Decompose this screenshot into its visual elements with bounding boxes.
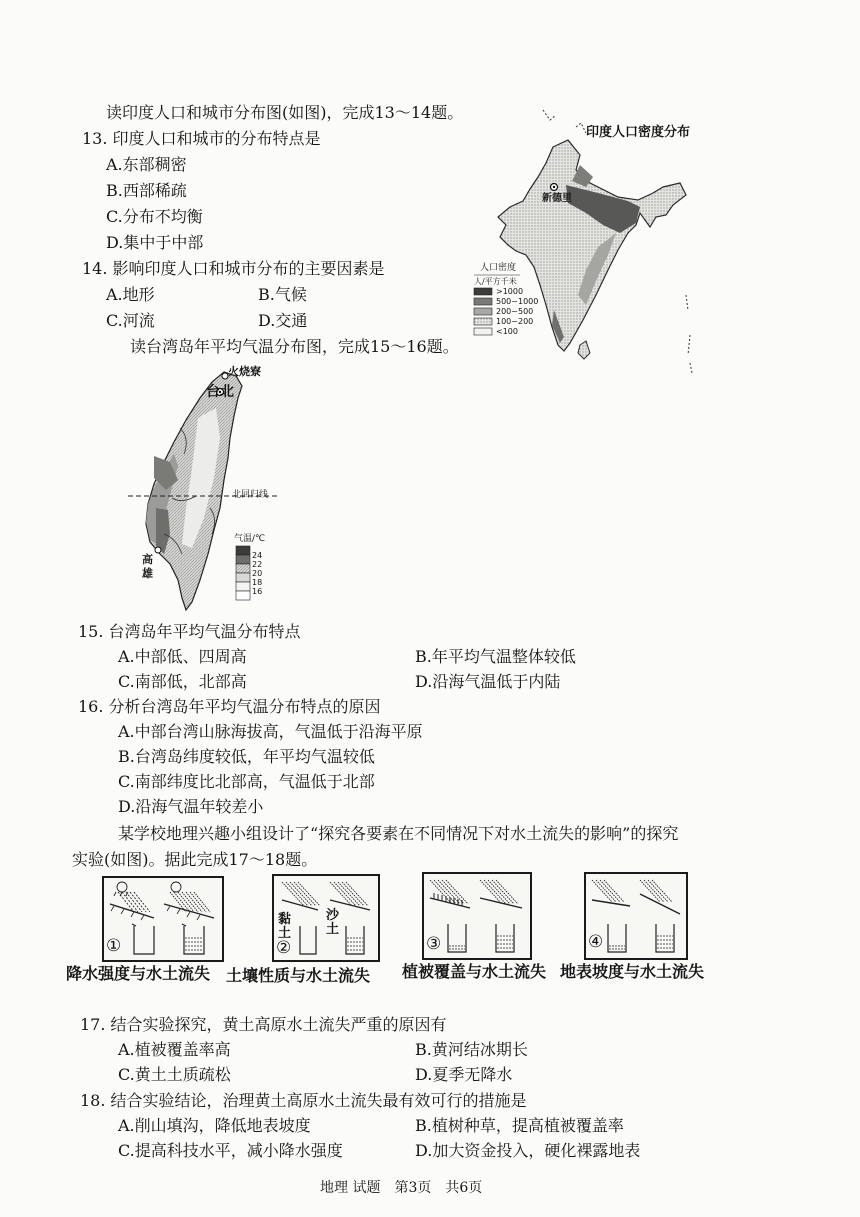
q14-stem: 14. 影响印度人口和城市分布的主要因素是 — [82, 259, 385, 278]
q17-option-a: A.植被覆盖率高 — [118, 1040, 231, 1059]
q15-stem: 15. 台湾岛年平均气温分布特点 — [78, 622, 301, 641]
kaohsiung-marker-icon — [155, 547, 161, 553]
q14-option-d: D.交通 — [258, 311, 308, 330]
intro-taiwan: 读台湾岛年平均气温分布图，完成15～16题。 — [130, 337, 459, 356]
q13-option-b: B.西部稀疏 — [106, 181, 187, 200]
q18-option-c: C.提高科技水平，减小降水强度 — [118, 1141, 343, 1160]
intro-experiment-line2: 实验(如图)。据此完成17～18题。 — [72, 850, 318, 869]
q17-option-b: B.黄河结冰期长 — [415, 1040, 528, 1059]
q17-stem: 17. 结合实验探究，黄土高原水土流失严重的原因有 — [80, 1015, 447, 1034]
q18-option-b: B.植树种草，提高植被覆盖率 — [415, 1116, 624, 1135]
india-city-new-delhi: 新德里 — [542, 193, 572, 204]
experiment-2-diagram — [272, 874, 380, 962]
q18-stem: 18. 结合实验结论，治理黄土高原水土流失最有效可行的措施是 — [80, 1091, 527, 1110]
intro-experiment-line1: 某学校地理兴趣小组设计了“探究各要素在不同情况下对水土流失的影响”的探究 — [118, 824, 679, 843]
experiment-4-caption: 地表坡度与水土流失 — [560, 962, 705, 981]
india-legend-item-3: 200~500 — [496, 307, 534, 316]
taiwan-city-taipei: 台北 — [206, 384, 234, 400]
page-footer: 地理 试题 第3页 共6页 — [320, 1180, 483, 1196]
q14-option-c: C.河流 — [106, 311, 155, 330]
experiment-1-caption: 降水强度与水土流失 — [66, 964, 211, 983]
india-map-graphic — [468, 105, 708, 380]
india-population-map — [468, 105, 708, 380]
experiment-2-soil-clay-1: 黏 — [278, 912, 292, 927]
taiwan-legend-22: 22 — [252, 560, 263, 569]
india-legend-unit: 人/平方千米 — [474, 277, 517, 286]
experiment-1-diagram — [102, 876, 224, 962]
q16-option-a: A.中部台湾山脉海拔高，气温低于沿海平原 — [118, 722, 423, 741]
q16-stem: 16. 分析台湾岛年平均气温分布特点的原因 — [78, 697, 381, 716]
q18-option-d: D.加大资金投入，硬化裸露地表 — [415, 1141, 641, 1160]
q13-option-d: D.集中于中部 — [106, 233, 204, 252]
taiwan-city-kaohsiung-1: 高 — [142, 553, 153, 566]
q17-option-c: C.黄土土质疏松 — [118, 1065, 231, 1084]
q13-stem: 13. 印度人口和城市的分布特点是 — [82, 129, 321, 148]
intro-india: 读印度人口和城市分布图(如图)，完成13～14题。 — [106, 103, 464, 122]
india-legend-title: 人口密度 — [480, 263, 517, 273]
q15-option-b: B.年平均气温整体较低 — [415, 647, 576, 666]
experiment-2-number: ② — [276, 938, 292, 958]
q16-option-d: D.沿海气温年较差小 — [118, 797, 264, 816]
taiwan-tropic-label: 北回归线 — [232, 490, 269, 500]
experiment-3-diagram — [422, 872, 532, 960]
india-legend-item-5: <100 — [496, 327, 518, 336]
q15-option-c: C.南部低，北部高 — [118, 672, 247, 691]
q14-option-a: A.地形 — [106, 285, 155, 304]
experiment-3-caption: 植被覆盖与水土流失 — [402, 962, 547, 981]
experiment-2-soil-clay-2: 土 — [278, 926, 292, 941]
experiment-1-number: ① — [106, 936, 122, 956]
q15-option-d: D.沿海气温低于内陆 — [415, 672, 561, 691]
q15-option-a: A.中部低、四周高 — [118, 647, 247, 666]
taiwan-legend-title: 气温/℃ — [234, 534, 266, 544]
taiwan-place-huoshaoliao: 火烧寮 — [228, 365, 261, 378]
experiment-4-diagram — [584, 872, 688, 960]
q17-option-d: D.夏季无降水 — [415, 1065, 513, 1084]
experiment-2-soil-sand-2: 土 — [326, 922, 340, 937]
taiwan-legend-20: 20 — [252, 569, 263, 578]
india-map-title: 印度人口密度分布 — [586, 125, 691, 140]
taiwan-legend-18: 18 — [252, 578, 263, 587]
india-legend-item-2: 500~1000 — [496, 297, 539, 306]
taiwan-legend-16: 16 — [252, 587, 263, 596]
q16-option-b: B.台湾岛纬度较低，年平均气温较低 — [118, 747, 375, 766]
q14-option-b: B.气候 — [258, 285, 307, 304]
experiment-3-number: ③ — [426, 934, 442, 954]
experiment-4-number: ④ — [588, 932, 604, 952]
taiwan-city-kaohsiung-2: 雄 — [142, 567, 153, 580]
india-legend-item-4: 100~200 — [496, 317, 534, 326]
q13-option-c: C.分布不均衡 — [106, 207, 203, 226]
experiment-2-caption: 土壤性质与水土流失 — [226, 966, 371, 985]
experiment-2-soil-sand-1: 沙 — [326, 908, 340, 923]
q16-option-c: C.南部纬度比北部高，气温低于北部 — [118, 772, 375, 791]
taiwan-legend-24: 24 — [252, 551, 263, 560]
india-legend-item-1: >1000 — [496, 287, 524, 296]
taiwan-temperature-map — [120, 358, 320, 616]
q13-option-a: A.东部稠密 — [106, 155, 187, 174]
q18-option-a: A.削山填沟，降低地表坡度 — [118, 1116, 311, 1135]
